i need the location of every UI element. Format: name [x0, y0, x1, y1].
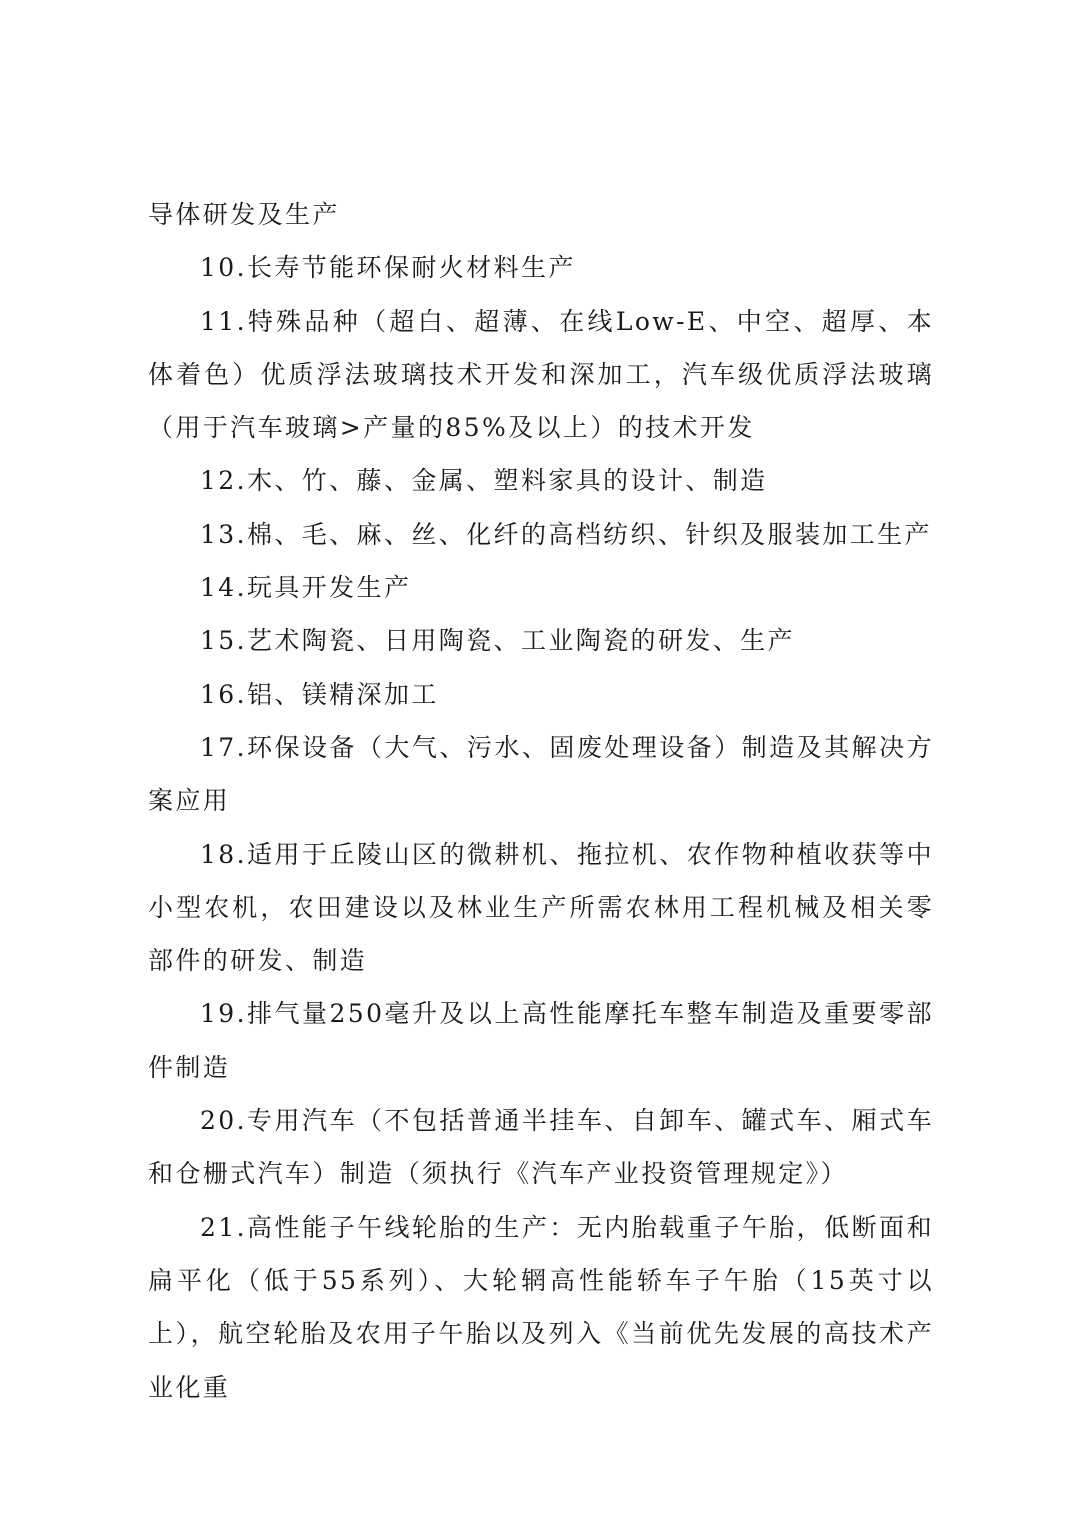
list-item-19: 19.排气量250毫升及以上高性能摩托车整车制造及重要零部件制造 [148, 999, 934, 1082]
paragraph-continuation: 导体研发及生产 [148, 200, 340, 229]
list-item-17: 17.环保设备（大气、污水、固废处理设备）制造及其解决方案应用 [148, 732, 934, 816]
list-item-15: 15.艺术陶瓷、日用陶瓷、工业陶瓷的研发、生产 [200, 626, 795, 656]
list-item-14: 14.玩具开发生产 [200, 573, 412, 603]
document-body [148, 188, 934, 1414]
list-item-12: 12.木、竹、藤、金属、塑料家具的设计、制造 [200, 466, 768, 496]
list-item-13: 13.棉、毛、麻、丝、化纤的高档纺织、针织及服装加工生产 [200, 519, 932, 549]
list-item-21: 21.高性能子午线轮胎的生产：无内胎载重子午胎，低断面和扁平化（低于55系列）、大轮辋高性能轿车子午胎（15英寸以上），航空轮胎及农用子午胎以及列入《当前优先发展的高技术产业化重 [148, 1212, 934, 1402]
list-item-18: 18.适用于丘陵山区的微耕机、拖拉机、农作物种植收获等中小型农机，农田建设以及林业生产所需农林用工程机械及相关零部件的研发、制造 [148, 839, 934, 976]
list-item-10: 10.长寿节能环保耐火材料生产 [200, 253, 576, 283]
list-item-16: 16.铝、镁精深加工 [200, 679, 439, 709]
list-item-11: 11.特殊品种（超白、超薄、在线Low-E、中空、超厚、本体着色）优质浮法玻璃技术开发和深加工，汽车级优质浮法玻璃（用于汽车玻璃>产量的85%及以上）的技术开发 [148, 306, 934, 443]
list-item-20: 20.专用汽车（不包括普通半挂车、自卸车、罐式车、厢式车和仓栅式汽车）制造（须执行《汽车产业投资管理规定》） [148, 1106, 934, 1189]
